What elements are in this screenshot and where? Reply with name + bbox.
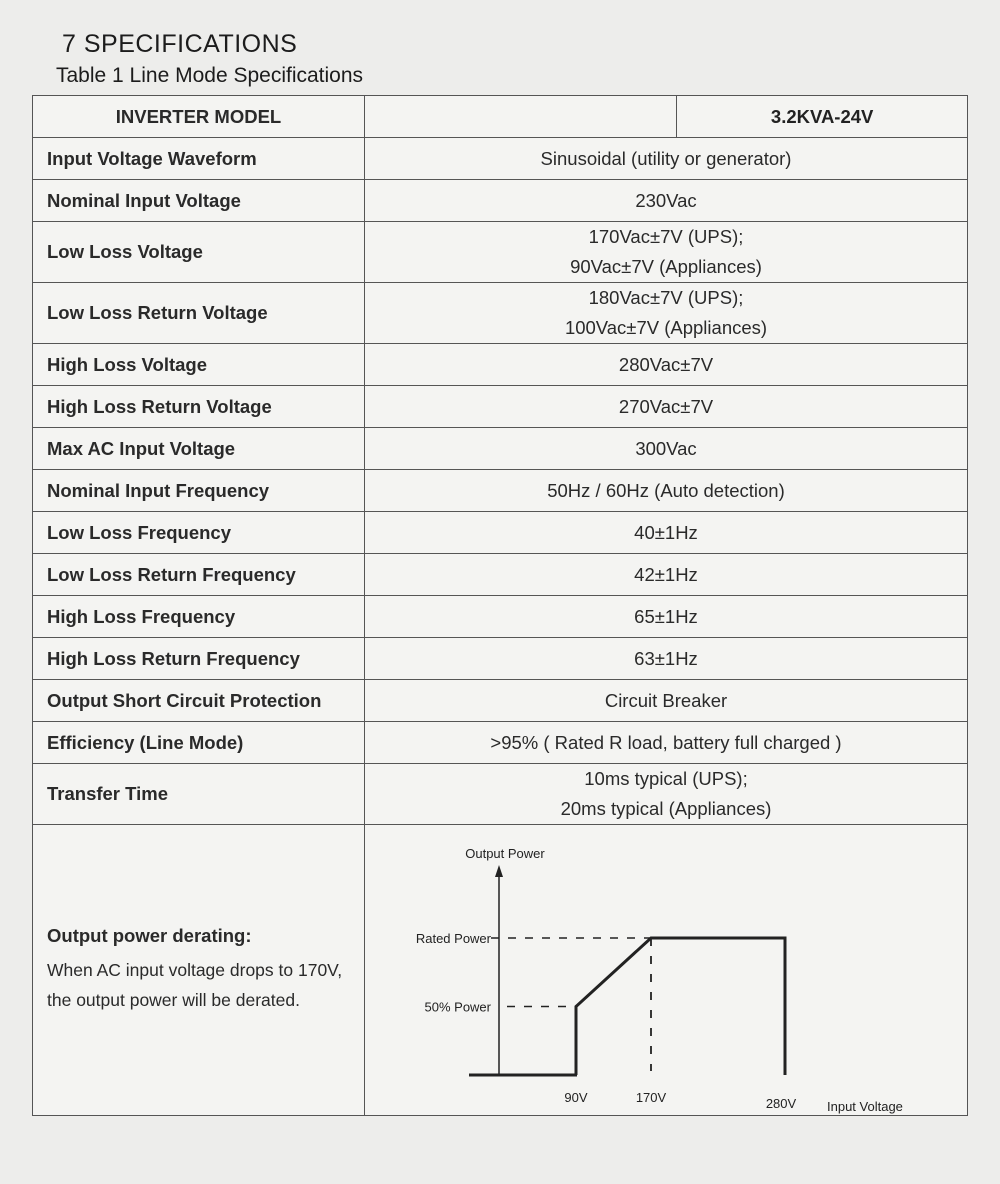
- spec-value-line: 270Vac±7V: [618, 395, 714, 417]
- table-row: [33, 386, 968, 428]
- table-row: [33, 638, 968, 680]
- spec-value: [365, 222, 968, 283]
- derating-chart-cell: [365, 825, 968, 1116]
- table-row: [33, 428, 968, 470]
- spec-label: Input Voltage Waveform: [33, 138, 365, 180]
- spec-value-line-2: 100Vac±7V (Appliances): [564, 317, 768, 338]
- spec-value-line: 180Vac±7V (UPS);: [588, 287, 744, 308]
- spec-label: Nominal Input Frequency: [33, 470, 365, 512]
- spec-value: [365, 344, 968, 386]
- spec-value: [365, 283, 968, 344]
- x-axis-label: Input Voltage: [827, 1099, 903, 1114]
- spec-value-line: 170Vac±7V (UPS);: [588, 226, 744, 247]
- table-row: [33, 680, 968, 722]
- table-title: Table 1 Line Mode Specifications: [56, 64, 364, 87]
- spec-label: High Loss Frequency: [33, 596, 365, 638]
- spec-label: Output Short Circuit Protection: [33, 680, 365, 722]
- derating-row: [33, 825, 968, 1116]
- spec-label: Efficiency (Line Mode): [33, 722, 365, 764]
- spec-value-line-2: 90Vac±7V (Appliances): [570, 256, 762, 277]
- table-row: [33, 764, 968, 825]
- y-axis-label: Output Power: [465, 846, 545, 861]
- spec-value: [365, 596, 968, 638]
- table-row: [33, 138, 968, 180]
- table-row: [33, 222, 968, 283]
- x-tick-label-90v: 90V: [564, 1090, 588, 1105]
- spec-value: [365, 386, 968, 428]
- derating-title: Output power derating:: [47, 925, 252, 946]
- spec-value: [365, 554, 968, 596]
- spec-value: [365, 428, 968, 470]
- y-tick-label-rated-power: Rated Power: [415, 931, 491, 946]
- table-row: [33, 283, 968, 344]
- derating-chart: [379, 825, 953, 1115]
- spec-value-line: >95% ( Rated R load, battery full charged ): [490, 731, 842, 753]
- spec-label: Transfer Time: [33, 764, 365, 825]
- derating-description: [33, 825, 365, 1116]
- spec-label: Low Loss Return Frequency: [33, 554, 365, 596]
- line-mode-spec-table: [32, 95, 968, 1116]
- x-tick-label-280v: 280V: [765, 1096, 797, 1111]
- spec-value-line: 300Vac: [635, 437, 697, 459]
- derating-curve: [576, 938, 785, 1075]
- spec-value-line: 40±1Hz: [634, 521, 698, 543]
- spec-value: [365, 680, 968, 722]
- section-title: 7 SPECIFICATIONS: [62, 30, 298, 58]
- spec-value-line: Sinusoidal (utility or generator): [540, 147, 792, 169]
- table-row: [33, 722, 968, 764]
- table-row: [33, 554, 968, 596]
- spec-label: High Loss Return Frequency: [33, 638, 365, 680]
- table-row: [33, 344, 968, 386]
- derating-line-1: When AC input voltage drops to 170V,: [47, 960, 343, 980]
- spec-value-line: 63±1Hz: [634, 647, 698, 669]
- model-header-blank: [365, 96, 677, 138]
- model-header-label: INVERTER MODEL: [33, 96, 365, 138]
- spec-value-line-2: 20ms typical (Appliances): [560, 798, 772, 819]
- spec-value: [365, 638, 968, 680]
- spec-label: Low Loss Voltage: [33, 222, 365, 283]
- spec-label: High Loss Return Voltage: [33, 386, 365, 428]
- spec-label: Low Loss Return Voltage: [33, 283, 365, 344]
- spec-value: [365, 470, 968, 512]
- derating-line-2: the output power will be derated.: [47, 990, 300, 1010]
- spec-label: Nominal Input Voltage: [33, 180, 365, 222]
- x-tick-label-170v: 170V: [635, 1090, 667, 1105]
- y-tick-label-50-power: 50% Power: [424, 999, 491, 1015]
- spec-value: [365, 722, 968, 764]
- table-row: [33, 180, 968, 222]
- spec-value: [365, 138, 968, 180]
- spec-value: [365, 512, 968, 554]
- spec-value-line: 50Hz / 60Hz (Auto detection): [547, 479, 785, 501]
- spec-value-line: 42±1Hz: [634, 563, 698, 585]
- spec-label: High Loss Voltage: [33, 344, 365, 386]
- spec-value-line: 65±1Hz: [634, 605, 698, 627]
- spec-label: Low Loss Frequency: [33, 512, 365, 554]
- spec-value-line: Circuit Breaker: [604, 689, 728, 711]
- table-row: [33, 470, 968, 512]
- spec-value-line: 280Vac±7V: [618, 353, 714, 375]
- table-row: [33, 596, 968, 638]
- model-header-value: 3.2KVA-24V: [677, 96, 968, 138]
- table-row: [33, 512, 968, 554]
- spec-value: [365, 180, 968, 222]
- spec-value-line: 230Vac: [635, 189, 697, 211]
- table-header-row: [33, 96, 968, 138]
- spec-value-line: 10ms typical (UPS);: [584, 768, 748, 789]
- spec-value: [365, 764, 968, 825]
- y-axis-arrow-icon: [495, 865, 503, 877]
- spec-label: Max AC Input Voltage: [33, 428, 365, 470]
